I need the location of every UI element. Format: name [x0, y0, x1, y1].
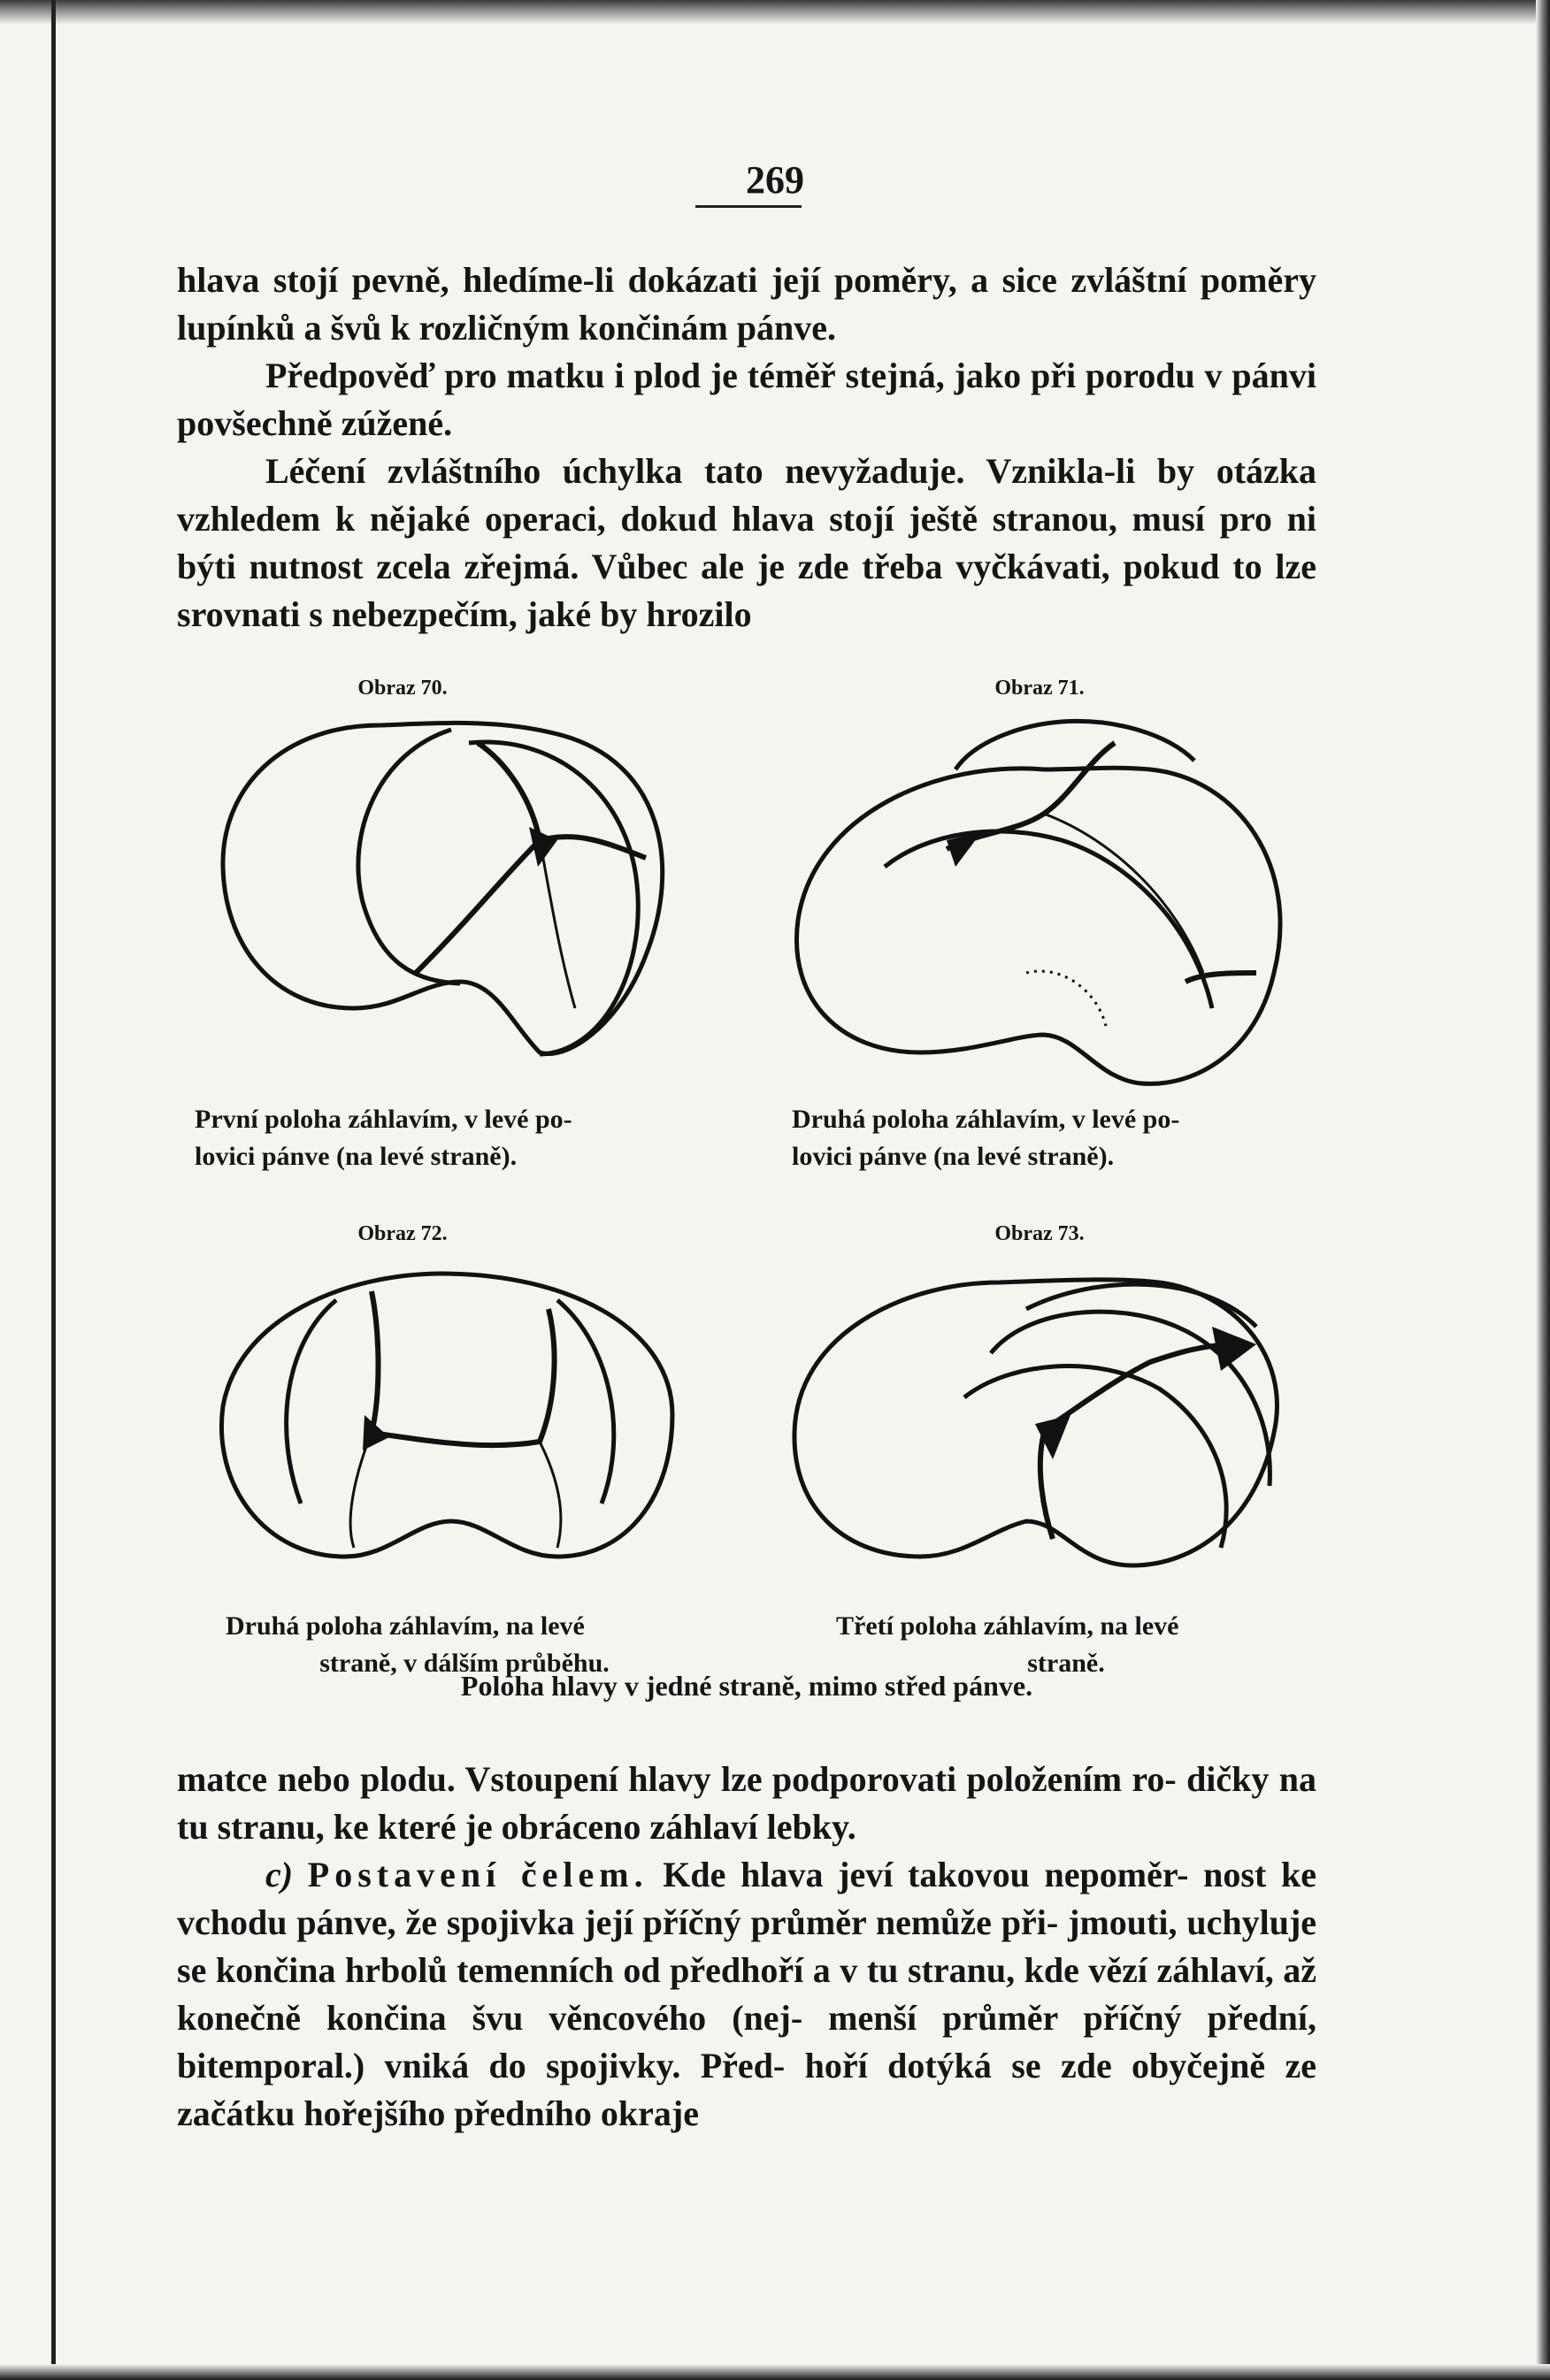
figure-71-skull-drawing: [779, 708, 1309, 1097]
figure-group-caption: Poloha hlavy v jedné straně, mimo střed pánve.: [460, 1670, 1033, 1702]
text-line: hoří dotýká se zde obyčejně ze začátku hořejšího předního okraje: [177, 2046, 1316, 2133]
figure-72-skull-drawing: [203, 1256, 699, 1610]
page-number: 269: [746, 158, 804, 202]
caption-line: První poloha záhlavím, v levé po-: [195, 1105, 572, 1134]
figure-72-label: Obraz 72.: [357, 1222, 448, 1245]
text-line: v pánvi povšechně zúžené.: [177, 356, 1316, 443]
scan-edge-top: [0, 0, 1550, 25]
caption-line: Třetí poloha záhlavím, na levé: [836, 1611, 1179, 1641]
scan-edge-left: [51, 0, 56, 2380]
figure-73-skull-drawing: [779, 1256, 1309, 1610]
caption-line: lovici pánve (na levé straně).: [792, 1142, 1115, 1171]
text-line: poměry lupínků a švů k rozličným končinám pánve.: [177, 260, 1316, 348]
scan-edge-right: [1536, 0, 1550, 2380]
figure-71-label: Obraz 71.: [994, 677, 1085, 700]
figure-73-label: Obraz 73.: [994, 1222, 1085, 1245]
paragraph-4: [177, 1756, 1316, 1851]
text-line: Kde hlava jeví takovou nepoměr-: [648, 1855, 1189, 1894]
text-line: otázka vzhledem k nějaké operaci, dokud hlava stojí ještě stranou,: [177, 451, 1317, 539]
caption-line: straně.: [1027, 1649, 1105, 1678]
text-line: Předpověď pro matku i plod je téměř stejná, jako při porodu: [265, 356, 1195, 395]
scan-edge-bottom: [0, 2364, 1550, 2380]
text-line: menší průměr příčný přední, bitemporal.) vniká do spojivky. Před-: [177, 1998, 1317, 2085]
figure-70-caption: [195, 1101, 690, 1175]
text-line: musí pro ni býti nutnost zcela zřejmá. Vůbec ale je zde třeba: [177, 499, 1317, 586]
text-line: vyčkávati, pokud to lze srovnati s nebezpečím, jaké by hrozilo: [177, 547, 1317, 634]
text-line: stranu, kde vězí záhlaví, až konečně končina švu věncového (nej-: [177, 1950, 1317, 2038]
figure-70-skull-drawing: [203, 708, 699, 1097]
section-title: Postavení čelem.: [307, 1855, 648, 1894]
bottom-text: [177, 1756, 1316, 2138]
caption-line: Druhá poloha záhlavím, v levé po-: [792, 1105, 1180, 1134]
text-line: Léčení zvláštního úchylka tato nevyžaduje. Vznikla-li by: [265, 451, 1195, 491]
caption-line: lovici pánve (na levé straně).: [195, 1142, 518, 1171]
page-number-rule: [695, 205, 802, 208]
text-line: hlava stojí pevně, hledíme-li dokázati její poměry, a sice zvláštní: [177, 260, 1187, 300]
text-line: matce nebo plodu. Vstoupení hlavy lze podporovati položením ro-: [177, 1759, 1177, 1799]
caption-line: straně, v dálším průběhu.: [319, 1649, 610, 1678]
figure-70-label: Obraz 70.: [357, 677, 448, 700]
paragraph-1: [177, 256, 1316, 352]
paragraph-2: [177, 352, 1316, 448]
text-line: jmouti, uchyluje se končina hrbolů temenních od předhoří a v tu: [177, 1902, 1317, 1990]
section-marker: c): [265, 1855, 294, 1894]
top-text: [177, 256, 1316, 639]
text-line: dičky na tu stranu, ke které je obráceno záhlaví lebky.: [177, 1759, 1317, 1847]
caption-line: Druhá poloha záhlavím, na levé: [226, 1611, 585, 1641]
figure-71-caption: [792, 1101, 1287, 1175]
paragraph-3: [177, 448, 1316, 639]
text-line: nost ke vchodu pánve, že spojivka její příčný průměr nemůže při-: [177, 1855, 1316, 1942]
paragraph-5: [177, 1851, 1316, 2138]
